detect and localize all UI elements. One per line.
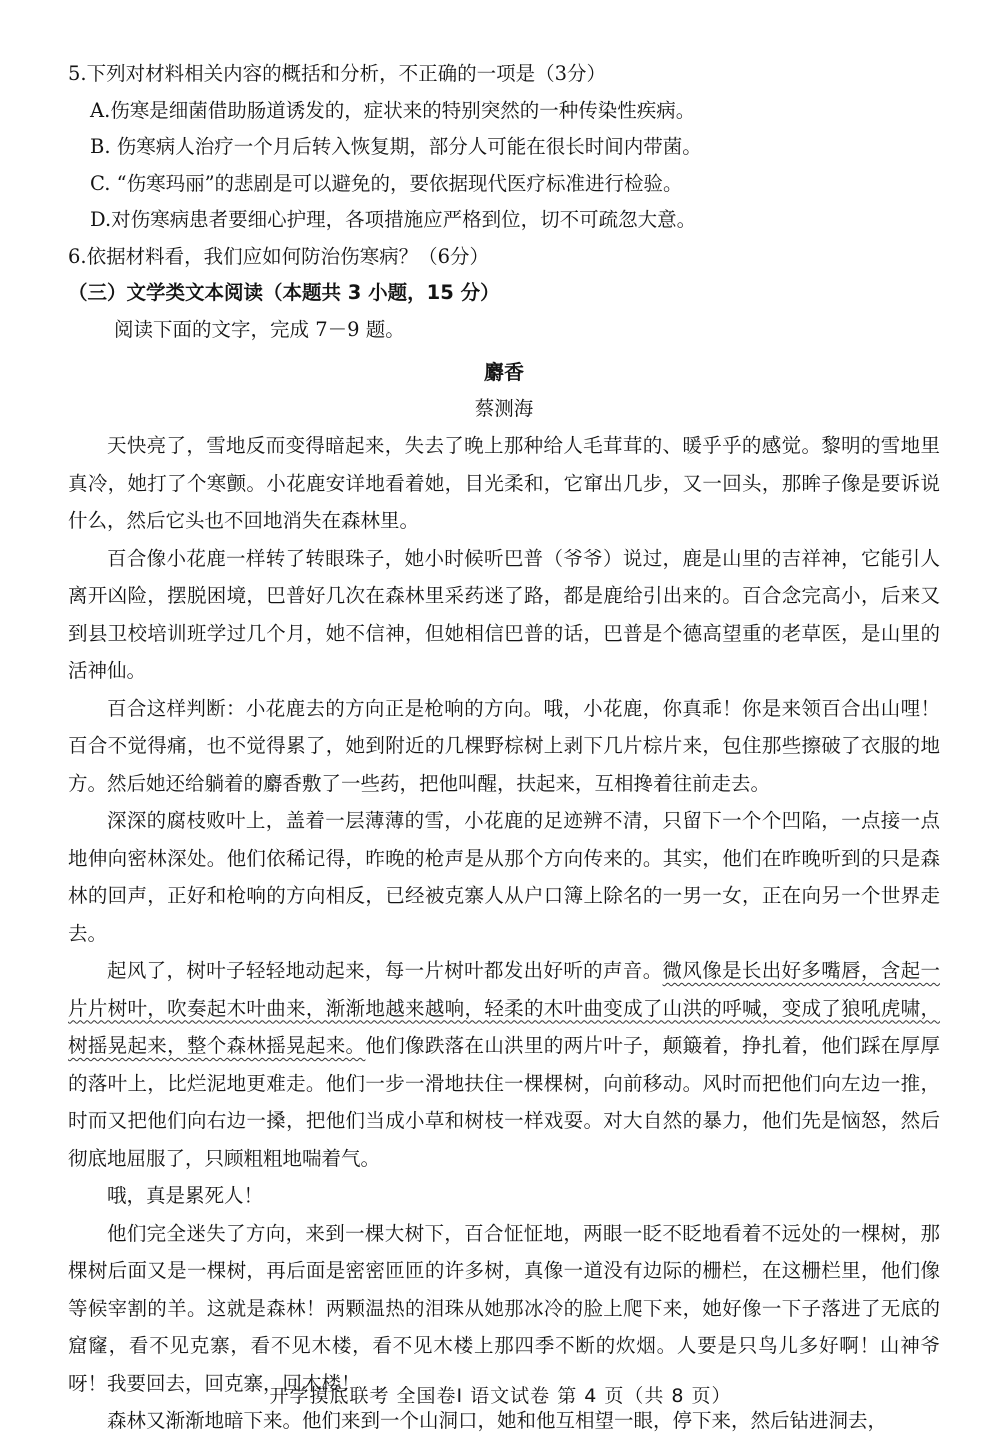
- story-paragraph-5: [68, 952, 940, 1177]
- story-paragraph-1: 天快亮了，雪地反而变得暗起来，失去了晚上那种给人毛茸茸的、暖乎乎的感觉。黎明的雪地里真冷，她打了个寒颤。小花鹿安详地看着她，目光柔和，它窜出几步，又一回头，那眸子像是要诉说什么，然后它头也不回地消失在森林里。: [68, 434, 940, 532]
- page-footer: 开学摸底联考 全国卷Ⅰ 语文试卷 第 4 页（共 8 页）: [269, 1385, 732, 1407]
- paragraph-5-lead: 起风了，树叶子轻轻地动起来，每一片树叶都发出好听的声音。: [107, 959, 663, 982]
- story-paragraph-8: 森林又渐渐地暗下来。他们来到一个山洞口，她和他互相望一眼，停下来，然后钻进洞去，: [107, 1409, 888, 1432]
- reading-instruction: 阅读下面的文字，完成 7－9 题。: [114, 317, 405, 341]
- story-title: 麝香: [484, 360, 524, 384]
- story-paragraph-6: 哦，真是累死人！: [107, 1184, 264, 1207]
- story-paragraph-3: 百合这样判断：小花鹿去的方向正是枪响的方向。哦，小花鹿，你真乖！你是来领百合出山哩！百合不觉得痛，也不觉得累了，她到附近的几棵野棕树上剥下几片棕片来，包住那些擦破了衣服的地方。然后她还给躺着的麝香敷了一些药，把他叫醒，扶起来，互相搀着往前走去。: [68, 696, 940, 795]
- story-paragraph-7: 他们完全迷失了方向，来到一棵大树下，百合怔怔地，两眼一眨不眨地看着不远处的一棵树，那棵树后面又是一棵树，再后面是密密匝匝的许多树，真像一道没有边际的栅栏，在这栅栏里，他们像等候宰割的羊。这就是森林！两颗温热的泪珠从她那冰冷的脸上爬下来，她好像一下子落进了无底的窟窿，看不见克寨，看不见木楼，看不见木楼上那四季不断的炊烟。人要是只鸟儿多好啊！山神爷呀！我要回去，回克寨，回木楼！: [68, 1221, 940, 1395]
- question-6-stem: 6.依据材料看，我们应如何防治伤寒病？（6分）: [68, 244, 490, 268]
- story-paragraph-4: 深深的腐枝败叶上，盖着一层薄薄的雪，小花鹿的足迹辨不清，只留下一个个凹陷，一点接一点地伸向密林深处。他们依稀记得，昨晚的枪声是从那个方向传来的。其实，他们在昨晚听到的只是森林的回声，正好和枪响的方向相反，已经被克寨人从户口簿上除名的一男一女，正在向另一个世界走去。: [68, 809, 940, 945]
- question-5-option-a: A.伤寒是细菌借助肠道诱发的，症状来的特别突然的一种传染性疾病。: [90, 98, 696, 122]
- section-heading: （三）文学类文本阅读（本题共 3 小题，15 分）: [68, 281, 500, 304]
- exam-page: [68, 56, 940, 1440]
- question-5-option-c: C. “伤寒玛丽”的悲剧是可以避免的，要依据现代医疗标准进行检验。: [90, 171, 683, 195]
- question-5-option-d: D.对伤寒病患者要细心护理，各项措施应严格到位，切不可疏忽大意。: [90, 208, 697, 231]
- wavy-underlined-passage: 微风像是长出好多嘴唇，含起一片片树叶，吹奏起木叶曲来，渐渐地越来越响，轻柔的木叶曲变成了山洪的呼喊，变成了狼吼虎啸，树摇晃起来，整个森林摇晃起来。: [68, 959, 940, 1057]
- story-paragraph-2: 百合像小花鹿一样转了转眼珠子，她小时候听巴普（爷爷）说过，鹿是山里的吉祥神，它能引人离开凶险，摆脱困境，巴普好几次在森林里采药迷了路，都是鹿给引出来的。百合念完高小，后来又到县卫校培训班学过几个月，她不信神，但她相信巴普的话，巴普是个德高望重的老草医，是山里的活神仙。: [68, 546, 940, 682]
- question-5-stem: 5.下列对材料相关内容的概括和分析，不正确的一项是（3分）: [68, 62, 607, 85]
- question-5-option-b: B. 伤寒病人治疗一个月后转入恢复期，部分人可能在很长时间内带菌。: [90, 135, 702, 158]
- paragraph-5-tail: 他们像跌落在山洪里的两片叶子，颠簸着，挣扎着，他们踩在厚厚的落叶上，比烂泥地更难走。他们一步一滑地扶住一棵棵树，向前移动。风时而把他们向左边一推，时而又把他们向右边一搡，把他们当成小草和树枝一样戏耍。对大自然的暴力，他们先是恼怒，然后彻底地屈服了，只顾粗粗地喘着气。: [68, 1034, 940, 1170]
- story-author: 蔡测海: [474, 396, 534, 420]
